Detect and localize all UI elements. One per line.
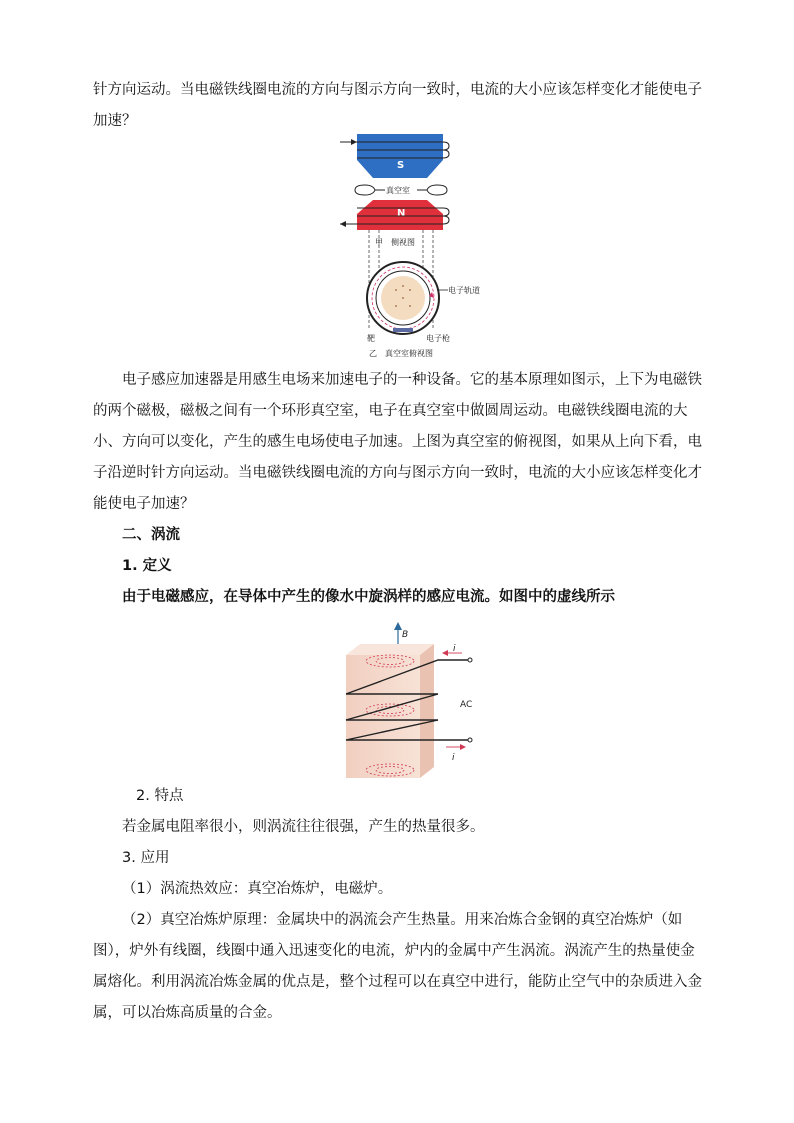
intro-paragraph: 针方向运动。当电磁铁线圈电流的方向与图示方向一致时，电流的大小应该怎样变化才能使电子加速？ [93,82,702,129]
application-item-2: （2）真空冶炼炉原理：金属块中的涡流会产生热量。用来冶炼合金钢的真空冶炼炉（如图），炉外有线圈，线圈中通入迅速变化的电流，炉内的金属中产生涡流。涡流产生的热量使金属熔化。利用涡流冶炼金属的优点是，整个过程可以在真空中进行，能防止空气中的杂质进入金属，可以冶炼高质量的合金。 [93,912,702,1021]
magnet-s-label: S [397,160,405,171]
top-view-label: 乙 真空室俯视图 [369,349,433,358]
i-label-bottom: i [452,753,455,763]
i-label-top: i [453,644,456,654]
chamber-label: 真空室 [386,186,410,195]
ac-label: AC [460,700,473,710]
definition-heading: 1. 定义 [122,558,172,574]
gun-label: 电子枪 [426,334,450,343]
definition-text: 由于电磁感应，在导体中产生的像水中旋涡样的感应电流。如图中的虚线所示 [122,589,615,605]
magnet-s [357,134,443,178]
side-view-label: 甲 侧视图 [375,238,415,247]
orbit-label: 电子轨道 [448,286,480,295]
application-heading: 3. 应用 [122,850,170,866]
magnet-n-label: N [397,208,406,219]
application-item-1: （1）涡流热效应：真空冶炼炉，电磁炉。 [122,881,393,897]
eddy-current-figure [338,620,486,782]
betatron-figure [335,130,480,362]
target-label: 靶 [367,334,375,343]
feature-text: 若金属电阻率很小，则涡流往往很强，产生的热量很多。 [122,819,485,835]
b-label: B [402,630,409,640]
section-title: 二、涡流 [122,527,180,543]
electron-gun [393,328,413,332]
feature-heading: 2. 特点 [136,788,184,804]
betatron-paragraph: 电子感应加速器是用感生电场来加速电子的一种设备。它的基本原理如图示，上下为电磁铁的两个磁极，磁极之间有一个环形真空室，电子在真空室中做圆周运动。电磁铁线圈电流的大小、方向可以变化，产生的感生电场使电子加速。上图为真空室的俯视图，如果从上向下看，电子沿逆时针方向运动。当电磁铁线圈电流的方向与图示方向一致时，电流的大小应该怎样变化才能使电子加速？ [93,372,702,512]
